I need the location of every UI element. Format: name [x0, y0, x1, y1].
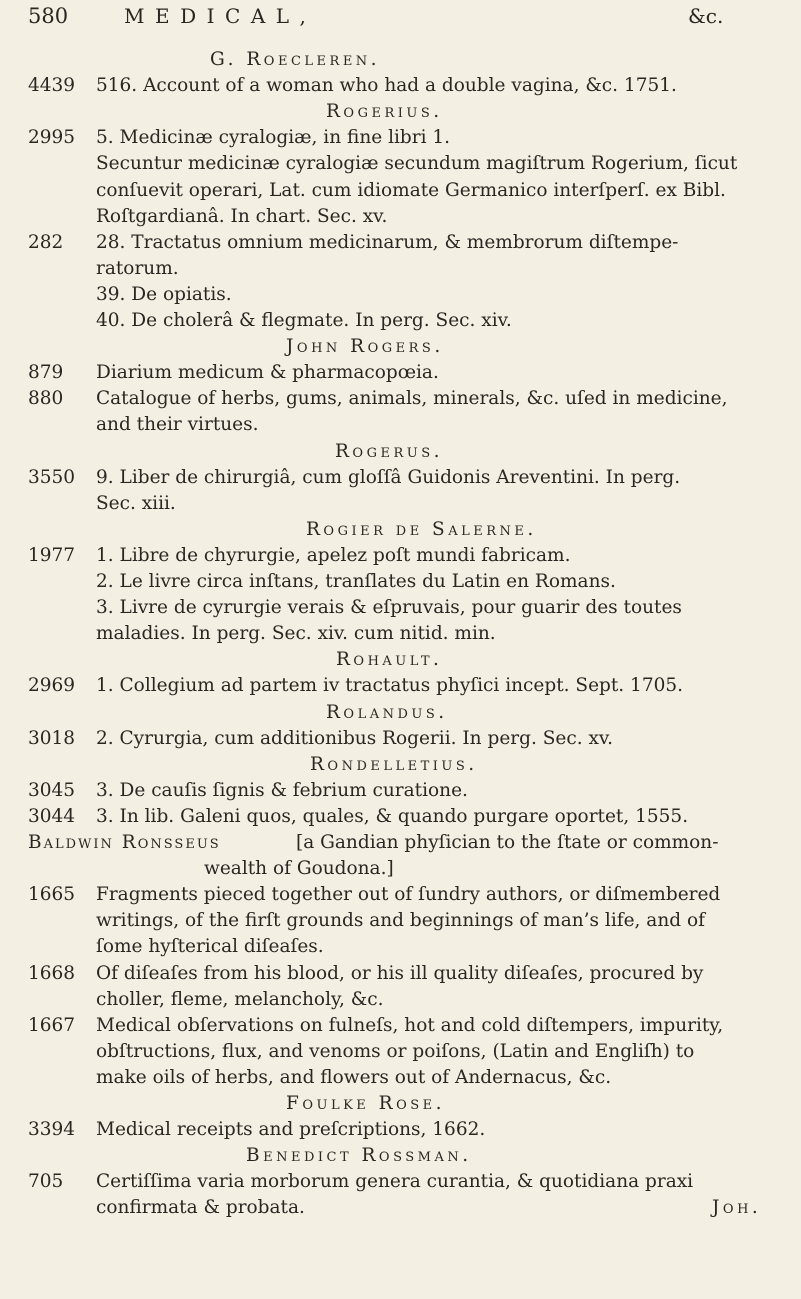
author-heading: Rolandus. — [326, 701, 448, 723]
entry-number: 879 — [28, 362, 64, 384]
entry-number: 1665 — [28, 884, 76, 906]
entry-text: Roſtgardianâ. In chart. Sec. xv. — [96, 205, 388, 227]
entry-text: confirmata & probata. — [96, 1197, 305, 1219]
entry-text: Fragments pieced together out of ſundry authors, or diſmembered — [96, 884, 721, 906]
entry-number: 2969 — [28, 675, 76, 697]
entry-number: 1667 — [28, 1014, 76, 1036]
entry-text: Of diſeaſes from his blood, or his ill quality diſeaſes, procured by — [96, 962, 704, 984]
author-heading: Rohault. — [336, 649, 443, 671]
entry-text: Catalogue of herbs, gums, animals, minerals, &c. uſed in medicine, — [96, 388, 728, 410]
entry-number: 3394 — [28, 1119, 76, 1141]
entry-text: 3. De cauſis ſignis & febrium curatione. — [96, 779, 468, 801]
entry-text: Secuntur medicinæ cyralogiæ secundum magiſtrum Rogerium, ſicut — [96, 153, 738, 175]
entry-text: 39. De opiatis. — [96, 283, 232, 305]
entry-text: Certiſſima varia morborum genera curantia, & quotidiana praxi — [96, 1171, 694, 1193]
entry-text: 2. Cyrurgia, cum additionibus Rogerii. In perg. Sec. xv. — [96, 727, 614, 749]
page-number: 580 — [28, 4, 69, 28]
entry-text: wealth of Goudona.] — [204, 858, 394, 880]
entry-text: maladies. In perg. Sec. xiv. cum nitid. min. — [96, 623, 496, 645]
running-etc: &c. — [688, 4, 724, 28]
entry-text: 40. De cholerâ & flegmate. In perg. Sec. xiv. — [96, 310, 512, 331]
author-heading: Rogerius. — [326, 101, 443, 123]
entry-text: 5. Medicinæ cyralogiæ, in fine libri 1. — [96, 127, 451, 149]
entry-text: 516. Account of a woman who had a double vagina, &c. 1751. — [96, 75, 677, 97]
entry-text: make oils of herbs, and flowers out of Andernacus, &c. — [96, 1066, 612, 1088]
entry-text: Sec. xiii. — [96, 492, 176, 514]
author-heading: G. Roecleren. — [210, 49, 381, 70]
author-heading: Rogier de Salerne. — [306, 518, 537, 540]
entry-number: 1668 — [28, 962, 76, 984]
entry-text: obſtructions, flux, and venoms or poiſons, (Latin and Engliſh) to — [96, 1040, 695, 1062]
entry-text: Medical receipts and preſcriptions, 1662. — [96, 1119, 486, 1141]
author-heading: Rogerus. — [335, 440, 443, 462]
author-heading: Foulke Rose. — [286, 1093, 446, 1114]
catchword: Joh. — [712, 1197, 762, 1219]
entry-text: 1. Collegium ad partem iv tractatus phyſici incept. Sept. 1705. — [96, 675, 684, 697]
entry-text: 3. Livre de cyrurgie verais & eſpruvais, pour guarir des toutes — [96, 597, 682, 619]
author-heading: John Rogers. — [286, 336, 444, 358]
entry-text: 9. Liber de chirurgiâ, cum gloſſâ Guidonis Areventini. In perg. — [96, 466, 681, 488]
entry-text: ſome hyſterical diſeaſes. — [96, 936, 324, 958]
entry-text: ratorum. — [96, 257, 179, 279]
author-heading: Benedict Rossman. — [246, 1145, 472, 1167]
entry-number: 705 — [28, 1171, 64, 1193]
entry-text: Medical obſervations on fulneſs, hot and cold diſtempers, impurity, — [96, 1014, 724, 1036]
entry-text: writings, of the firſt grounds and beginnings of man’s life, and of — [96, 910, 705, 932]
entry-number: 1977 — [28, 544, 76, 566]
entry-number: 3044 — [28, 805, 76, 827]
entry-text: 2. Le livre circa inſtans, tranſlates du Latin en Romans. — [96, 571, 616, 592]
entry-text: 28. Tractatus omnium medicinarum, & membrorum diſtempe- — [96, 231, 679, 253]
entry-number: 3045 — [28, 779, 76, 801]
entry-text: and their virtues. — [96, 414, 259, 436]
entry-number: 2995 — [28, 127, 76, 149]
entry-text: [a Gandian phyſician to the ſtate or common- — [296, 832, 719, 853]
entry-number: 880 — [28, 388, 64, 410]
entry-text: conſuevit operari, Lat. cum idiomate Germanico interſperſ. ex Bibl. — [96, 179, 726, 201]
author-heading: Baldwin Ronsseus — [28, 832, 221, 853]
entry-text: choller, fleme, melancholy, &c. — [96, 988, 384, 1010]
entry-number: 3018 — [28, 727, 76, 749]
entry-number: 282 — [28, 231, 64, 253]
entry-number: 3550 — [28, 466, 76, 488]
entry-number: 4439 — [28, 75, 76, 97]
author-heading: Rondelletius. — [310, 753, 478, 775]
running-title: MEDICAL, — [124, 4, 317, 28]
running-header — [28, 4, 788, 44]
entry-text: 1. Libre de chyrurgie, apelez poſt mundi fabricam. — [96, 544, 571, 566]
entry-text: 3. In lib. Galeni quos, quales, & quando purgare oportet, 1555. — [96, 805, 689, 827]
entry-text: Diarium medicum & pharmacopœia. — [96, 362, 439, 384]
